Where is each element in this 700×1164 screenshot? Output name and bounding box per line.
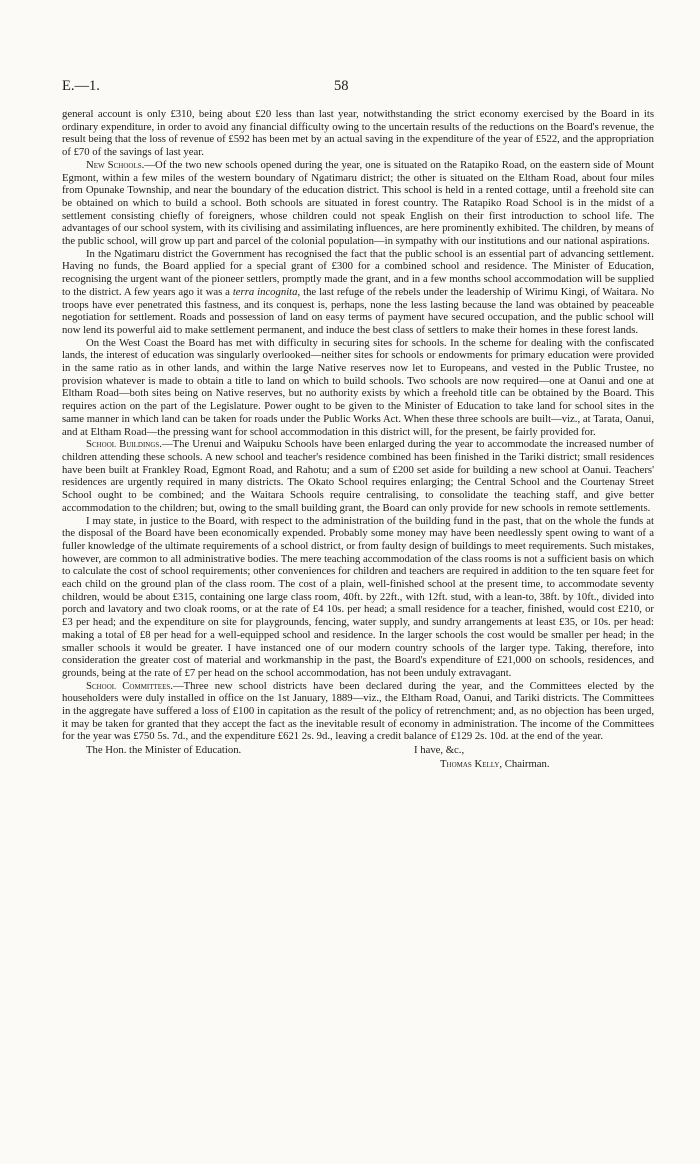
signatory-name: Thomas Kelly — [440, 758, 500, 771]
section-heading-school-buildings: School Buildings. — [86, 438, 162, 451]
paragraph-text: , the last refuge of the rebels under the leadership of Wirimu Kingi, of Waitara. No troops have ever penetrated this fastness, and its conquest is, perhaps, none the less lasting because the land was obtained by peaceable negotiation for settlement. Roads and possession of land on easy terms of payment have secured occupation, and the public school will now lend its powerful aid to make settlement permanent, and induce the best class of settlers to make their homes in these forest lands. — [62, 285, 654, 336]
paragraph-building-fund: I may state, in justice to the Board, with respect to the administration of the building fund in the past, that on the whole the funds at the disposal of the Board have been economically expended. Probably some money may have been needlessly spent owing to want of a fuller knowledge of the ultimate requirements of a school district, or from faulty design of buildings to meet requirements. Such mistakes, however, are common to all administrative bodies. The mere teaching accommodation of the class rooms is not a sufficient basis on which to calculate the cost of school requirements; other conveniences for children and teachers are required in addition to the ten square feet for each child on the ground plan of the class room. The cost of a plain, well-finished school at the present time, to accommodate seventy children, would be about £315, containing one large class room, 40ft. by 22ft., with 12ft. stud, with a lean-to, 38ft. by 10ft., divided into porch and lavatory and two cloak rooms, or at the rate of £4 10s. per head; a small residence for a teacher, finished, would cost £210, or £3 per head; and the expenditure on site for playgrounds, fencing, water supply, and sundry arrangements at least £35, or 10s. per head: making a total of £8 per head for a well-equipped school and residence. In the larger schools the cost would be smaller per head; in the smaller schools it would be greater. I have instanced one of our modern country schools of the larger type. Taking, therefore, into consideration the greater cost of material and workmanship in the past, the Board's expenditure of £21,000 on schools, residences, and grounds, being at the rate of £7 per head on the school accommodation, has not been unduly extravagant. — [62, 514, 654, 679]
paragraph-general-account: general account is only £310, being about £20 less than last year, notwithstanding the strict economy exercised by the Board in its ordinary expenditure, in order to avoid any financial difficulty owing to the uncertain results of the reductions on the Board's revenue, the result being that the loss of revenue of £592 has been met by an actual saving in the expenditure of the year of £522, and the appropriation of £70 of the savings of last year. — [62, 108, 654, 159]
report-code: E.—1. — [62, 78, 100, 94]
closing-row — [62, 744, 654, 757]
signature-row — [62, 758, 654, 771]
italic-phrase: terra incognita — [232, 285, 298, 298]
paragraph-west-coast: On the West Coast the Board has met with difficulty in securing sites for schools. In the scheme for dealing with the confiscated lands, the interest of education was singularly overlooked—neither sites for schools or endowments for primary education were provided in the same ratio as in other lands, and within the large Native reserves now let to Europeans, and vested in the Public Trustee, no provision whatever is made to obtain a title to land on which to build schools. Two schools are now required—one at Oanui and one at Eltham Road—both sites being on Native reserves, but no authority exists by which a freehold title can be obtained by the Board. This requires action on the part of the Legislature. Power ought to be given to the Minister of Education to take land for school sites in the same manner in which land can be taken for roads under the Public Works Act. When these three schools are built—viz., at Tarata, Oanui, and at Eltham Road—the pressing want for school accommodation in this district will, for the present, be fairly provided for. — [62, 336, 654, 438]
page-number: 58 — [334, 78, 349, 94]
paragraph-text: In the Ngatimaru district the Government has recognised the fact that the public school is an essential part of advancing settlement. Having no funds, the Board applied for a special grant of £300 for a combined school and residence. The Minister of Education, recognising the urgent want of the pioneer settlers, promptly made the grant, and in a few months school accommodation will be supplied to the district. A few years ago it was a — [62, 247, 654, 298]
paragraph-school-buildings — [62, 438, 654, 514]
salutation: I have, &c., — [414, 744, 465, 757]
paragraph-new-schools — [62, 159, 654, 248]
signature — [440, 758, 550, 771]
paragraph-school-committees — [62, 680, 654, 744]
signatory-role: , Chairman. — [499, 758, 550, 771]
paragraph-text: —The Urenui and Waipuku Schools have been enlarged during the year to accommodate the increased number of children attending these schools. A new school and teacher's residence combined has been finished in the Tariki district; small residences have been built at Frankley Road, Egmont Road, and Rahotu; and a sum of £200 set aside for building a new school at Oanui. Teachers' residences are urgently required in many districts. The Okato School requires enlarging; the Central School and the Courtenay Street School ought to be combined; and the Waitara Schools require centralising, to consolidate the teaching staff, and give better accommodation to the children; but, owing to the small building grant, the Board can only provide for new schools in remote settlements. — [62, 438, 654, 514]
section-heading-new-schools: New Schools. — [86, 158, 145, 171]
report-body — [62, 108, 654, 771]
paragraph-ngatimaru — [62, 248, 654, 337]
paragraph-text: —Three new school districts have been declared during the year, and the Committees elected by the householders were duly installed in office on the 1st January, 1889—viz., the Eltham Road, Oanui, and Tariki districts. The Committees in the aggregate have suffered a loss of £100 in capitation as the result of the policy of retrenchment; and, as no objection has been urged, it may be taken for granted that they accept the fact as the inevitable result of economy in administration. The income of the Committees for the year was £750 5s. 7d., and the expenditure £621 2s. 9d., leaving a credit balance of £129 2s. 10d. at the end of the year. — [62, 679, 655, 743]
addressee: The Hon. the Minister of Education. — [86, 744, 242, 757]
section-heading-school-committees: School Committees. — [86, 679, 173, 692]
paragraph-text: —Of the two new schools opened during the year, one is situated on the Ratapiko Road, on the eastern side of Mount Egmont, within a few miles of the western boundary of Ngatimaru district; the other is situated on the Eltham Road, about four miles from Opunake Township, and near the boundary of the education district. This school is held in a rented cottage, until a freehold site can be obtained on which to build a school. Both schools are situated in forest country. The Ratapiko Road School is in the midst of a settlement consisting chiefly of foreigners, whose children could not speak English on their first introduction to school life. The advantages of our school system, with its civilising and assimilating influences, are here prominently exhibited. The children, by means of the public school, will grow up part and parcel of the colonial population—in sympathy with our institutions and our national aspirations. — [62, 158, 654, 248]
